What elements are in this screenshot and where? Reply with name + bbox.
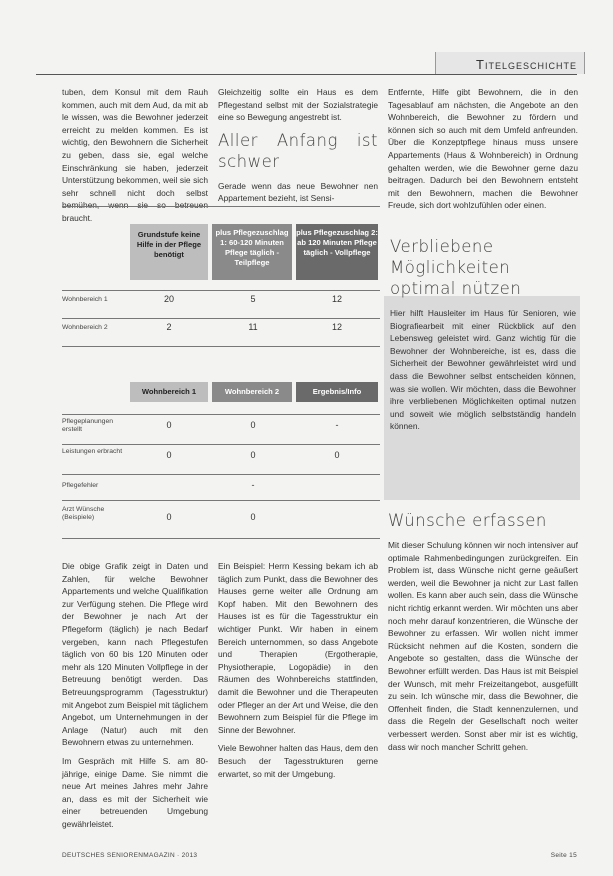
table-cell: 0 [166,512,172,522]
table-rule [62,500,380,501]
column-3-bottom [388,506,578,759]
table-cell: 12 [331,322,342,332]
table-cell: 0 [334,450,340,460]
paragraph: Gleichzeitig sollte ein Haus es dem Pflegestand selbst mit der Sozialstrategie eine so Bewegung angestrebt ist. [218,87,378,123]
table-cell: 5 [250,294,256,304]
heading-verbliebene: Verbliebene Möglichkeiten optimal nützen [390,237,522,298]
table-cell: - [335,420,339,430]
table-head2-w3: Ergebnis/Info [296,382,378,402]
paragraph: Ein Beispiel: Herrn Kessing bekam ich ab täglich zum Punkt, dass die Bewohner des Hauses gerne weiter alle Ordnung am Kopf haben. Mit den Bewohnern des Hauses ist es für die Tagesstruktur ein wichtiger Punkt. Wir haben in einem Bereich unternommen, so dass Angebote und Therapien (Ergotherapie, Physiotherapie, Logopädie) in den Räumen des Wohnbereichs stattfinden, damit die Bewohner und die Therapeuten oder Pfleger an der Art und Weise, die den Bewohnern zum Beispiel für die Pflege im Sinne der Bewohner. [218,561,378,735]
table-row-label: Leistungen erbracht [62,448,123,455]
table-cell: 20 [163,294,174,304]
table-head-c2: plus Pflegezuschlag 1: 60-120 Minuten Pflege täglich - Teilpflege [212,224,292,280]
heading-aller-anfang: Aller Anfang ist schwer [218,130,378,171]
column-2-top [218,86,378,211]
table-rule [62,474,380,475]
table-rule [62,414,380,415]
paragraph: Die obige Grafik zeigt in Daten und Zahlen, für welche Bewohner Appartements und welche Qualifikation zur Verfügung stehen. Die Pflege wird der Bewohner je nach Art der Pflegeform (täglich) je nach Bedarf vergeben, kann nach Pflegestufen täglich von 60 bis 120 Minuten oder mehr als 120 Minuten Vollpflege in der Betreuung benötigt werden. Das Betreuungsprogramm (Tagesstruktur) mit Angebot zum Beispiel mit täglichem Angebot, um Unternehmungen in der Anlage (Natur) auch mit den Bewohnern etwas zu unternehmen. [62,561,208,748]
table-cell: 0 [250,512,256,522]
paragraph: tuben, dem Konsul mit dem Rauh kommen, auch mit dem Aud, da mit ab le wissen, was die Bewohner jederzeit erreicht zu melden kommen. Es ist wichtig, den Bewohnern die Sicherheit zu geben, dass sie, egal welche Einschränkung sie haben, jederzeit Unterstützung bekommen, weil sie sich sehr schnell nicht doch selbst bemühen, wenn sie so betreuen braucht. [62,87,208,223]
table-cell: 0 [166,450,172,460]
table-cell: 2 [166,322,172,332]
table-head-c1: Grundstufe keine Hilfe in der Pflege benötigt [130,224,208,280]
table-cell: 11 [248,322,258,332]
column-2-bottom [218,560,378,786]
section-title: Titelgeschichte [476,57,577,72]
paragraph: Gerade wenn das neue Bewohner nen Appartement bezieht, ist Sensi- [218,180,378,204]
table-row-label: Pflegeplanungen erstellt [62,418,114,433]
table-row-label: Arzt Wünsche (Beispiele) [62,506,105,521]
table-rule [62,538,380,539]
page-number: Seite 15 [550,852,577,859]
table-rule [62,206,380,207]
table-cell: 0 [166,420,172,430]
table-cell: 0 [250,420,256,430]
column-1-bottom [62,560,208,836]
paragraph: Hier hilft Hausleiter im Haus für Senioren, wie Biografiearbeit mit einer Rückblick auf den Lebensweg geleistet wird. Ganz wichtig für die Bewohner der Wohnbereiche, ist es, dass die Sicherheit der Bewohner gewährleistet wird und dass die Bewohner selbst entscheiden können, was sie wollen. Wir möchten, dass die Bewohner ihre verbliebenen Möglichkeiten optimal nutzen und soweit wie möglich selbstständig handeln können. [390,308,576,432]
paragraph: Entfernte, Hilfe gibt Bewohnern, die in den Tagesablauf am nächsten, die Angebote an den Wohnbereich, die Bewohner zu fördern und können sich so auch mit dem Umfeld anfreunden. Über die Konzeptpflege hinaus muss unsere Appartements (Haus & Wohnbereich) in Ordnung gehalten werden, wie die Bewohner gerne dazu beitragen. Dadurch bei den Bewohnern entsteht mit den Bewohnern, machen die Bewohner Freude, sich dort wohlzufühlen oder einen. [388,87,578,211]
column-3-top [388,86,578,218]
table-rule [62,346,380,347]
table-row-label: Wohnbereich 2 [62,324,108,331]
page-header [0,0,613,80]
table-cell: 12 [331,294,342,304]
table-cell: 0 [250,450,256,460]
footer-left: DEUTSCHES SENIORENMAGAZIN · 2013 [62,852,198,859]
header-rule [36,74,577,75]
table-row-label: Wohnbereich 1 [62,296,108,303]
paragraph: Im Gespräch mit Hilfe S. am 80-jährige, einige Dame. Sie nimmt die neue Art meines Jahres mehr Jahre an, dass es mit der Sicherheit wie einer betreuenden Umgebung gewährleistet. [62,755,208,829]
table-head2-w2: Wohnbereich 2 [212,382,292,402]
table-cell: - [251,480,255,490]
paragraph: Viele Bewohner halten das Haus, dem den Besuch der Tagesstrukturen gerne erwartet, so mit der Umgebung. [218,743,378,779]
table-rule [62,444,380,445]
heading-wuensche: Wünsche erfassen [388,511,547,530]
table-head-c3: plus Pflegezuschlag 2: ab 120 Minuten Pflege täglich - Vollpflege [296,224,378,280]
table-rule [62,318,380,319]
table-row-label: Pflegefehler [62,482,99,489]
table-rule [62,290,380,291]
table-head2-w1: Wohnbereich 1 [130,382,208,402]
data-table [62,206,380,540]
paragraph: Mit dieser Schulung können wir noch intensiver auf optimale Rahmenbedingungen zurückgreifen. Ein Problem ist, dass Wünsche nicht gerne geäußert werden, weil die Bewohner ja nicht zur Last fallen wollen. Es kann aber auch sein, dass die Wünsche nicht richtig erkannt werden. Wir möchten uns aber noch mehr darauf konzentrieren, die Wünsche der Bewohner zu erfassen. Wir wollen nicht immer Rücksicht nehmen auf die Kosten, sondern die Angebote so gestalten, dass die Wünsche der Bewohner erfüllt werden. Das Haus ist mit Beispiel der Wunsch, mit mehr Freizeitangebot, ausgefüllt zu sein. Ich wünsche mir, dass die Bewohner, die Offenheit finden, die Stadt kennenzulernen, und dass die Regeln der Gesellschaft noch weiter verbessert werden. Sonst aber mir ist es wichtig, dass wir noch mancher Schritt gehen. [388,540,578,752]
column-3-mid [390,232,576,439]
